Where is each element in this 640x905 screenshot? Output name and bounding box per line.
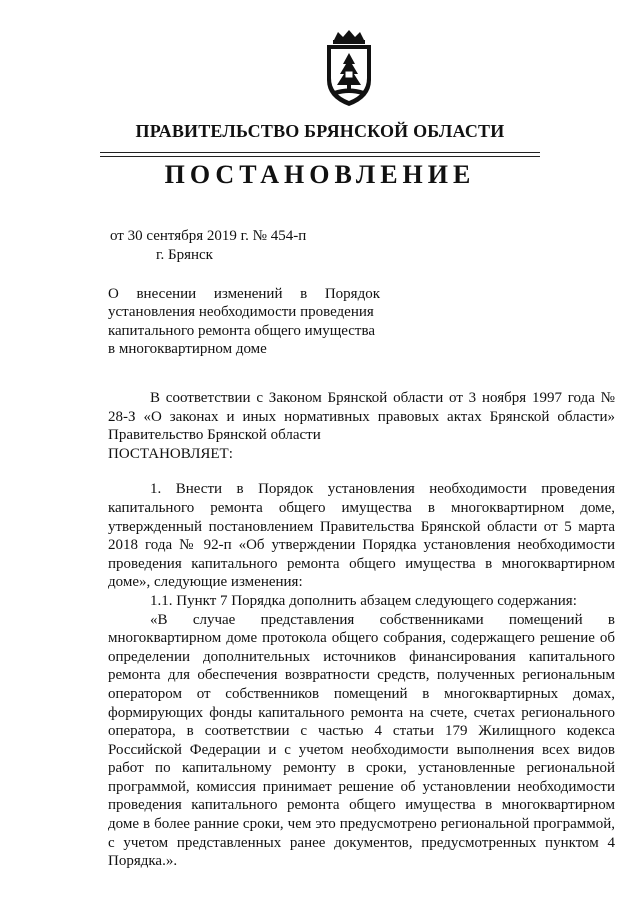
subject-line-1: О внесении изменений в Порядок	[108, 286, 380, 302]
number-sign: №	[252, 228, 267, 244]
document-body	[108, 389, 615, 871]
document-type-title: ПОСТАНОВЛЕНИЕ	[164, 160, 476, 189]
coat-of-arms-icon	[318, 28, 380, 108]
quoted-amendment-paragraph: «В случае представления собственниками помещений в многоквартирном доме протокола общего собрания, содержащего решение об определении дополнительных источников финансирования капитального ремонта для обеспечения возвратности средств, полученных региональным оператором от собственников помещений в многоквартирных домах, формирующих фонды капитального ремонта на счете, счетах регионального оператора, в соответствии с частью 4 статьи 179 Жилищного кодекса Российской Федерации и с учетом необходимости выполнения всех видов работ по капитальному ремонту в сроки, установленные региональной программой, комиссия принимает решение об установлении необходимости проведения капитального ремонта общего имущества в многоквартирном доме в более ранние сроки, чем это предусмотрено региональной программой, с учетом представленных ранее документов, предусмотренных пунктом 4 Порядка.».	[108, 611, 615, 870]
preamble-paragraph: В соответствии с Законом Брянской области от 3 ноября 1997 года № 28-З «О законах и иных нормативных правовых актах Брянской области» Правительство Брянской области	[108, 390, 615, 444]
date-prefix: от	[110, 228, 124, 244]
organization-title: ПРАВИТЕЛЬСТВО БРЯНСКОЙ ОБЛАСТИ	[135, 121, 505, 141]
header-divider-bottom	[100, 156, 540, 157]
subject-line-rest: установления необходимости проведения капитального ремонта общего имущества в многоквартирном доме	[108, 304, 376, 358]
item-1-1-paragraph: 1.1. Пункт 7 Порядка дополнить абзацем следующего содержания:	[150, 592, 577, 609]
header-divider-top	[100, 152, 540, 153]
document-city: г. Брянск	[156, 247, 213, 263]
document-number: 454-п	[270, 228, 307, 244]
document-subject	[108, 285, 380, 359]
document-meta-line	[110, 228, 306, 245]
resolves-heading: ПОСТАНОВЛЯЕТ:	[108, 445, 233, 462]
document-date: 30 сентября 2019 г.	[127, 228, 249, 244]
item-1-paragraph: 1. Внести в Порядок установления необходимости проведения капитального ремонта общего имущества в многоквартирном доме, утвержденный постановлением Правительства Брянской области от 5 марта 2018 года № 92-п «Об утверждении Порядка установления необходимости проведения капитального ремонта общего имущества в многоквартирном доме», следующие изменения:	[108, 481, 615, 591]
